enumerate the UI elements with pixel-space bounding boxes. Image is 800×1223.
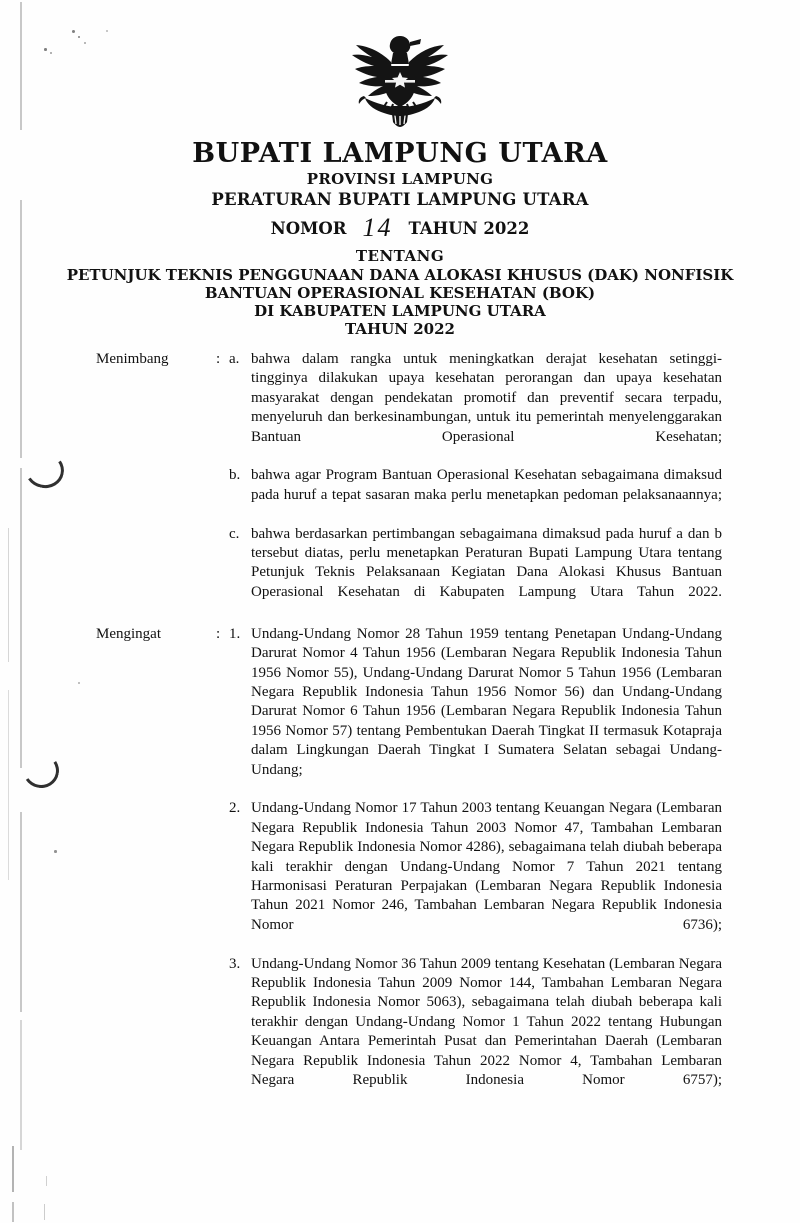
scan-artifact-line — [8, 690, 9, 880]
clause-item — [229, 799, 722, 954]
item-marker: a. — [229, 351, 240, 367]
regulation-number-value: 14 — [362, 213, 393, 242]
scan-artifact-line — [20, 812, 22, 1012]
about-label: TENTANG — [355, 247, 445, 265]
subject-line-3: DI KABUPATEN LAMPUNG UTARA — [254, 302, 546, 320]
item-text: bahwa agar Program Bantuan Operasional Kesehatan sebagaimana dimaksud pada huruf a tepat sasaran maka perlu menetapkan pedoman pelaksanaannya; — [251, 467, 722, 503]
clause-item — [229, 625, 722, 800]
clause-item — [229, 955, 722, 1110]
item-marker: 3. — [229, 955, 241, 972]
clause-items-mengingat — [229, 625, 722, 1110]
item-text: Undang-Undang Nomor 17 Tahun 2003 tentang Keuangan Negara (Lembaran Negara Republik Indonesia Tahun 2003 Nomor 47, Tambahan Lembaran Negara Republik Indonesia Nomor 4286), sebagaimana telah diubah beberapa kali terakhir dengan Undang-Undang Nomor 7 Tahun 2021 tentang Harmonisasi Peraturan Perpajakan (Lembaran Negara Republik Indonesia Tahun 2021 Nomor 246, Tambahan Lembaran Negara Republik Indonesia Nomor 6736); — [251, 800, 722, 933]
clause-label-mengingat: Mengingat — [96, 625, 161, 642]
binder-hole-mark — [22, 448, 68, 491]
item-text: bahwa berdasarkan pertimbangan sebagaimana dimaksud pada huruf a dan b tersebut diatas, perlu menetapkan Peraturan Bupati Lampung Utara tentang Petunjuk Teknis Pelaksanaan Kegiatan Dana Alokasi Khusus Bantuan Operasional Kesehatan di Kabupaten Lampung Utara Tahun 2022. — [251, 525, 722, 600]
clause-block-mengingat — [96, 625, 722, 1110]
scan-artifact-speck — [78, 682, 80, 684]
scan-artifact-line — [46, 1176, 47, 1186]
subject-line-1: PETUNJUK TEKNIS PENGGUNAAN DANA ALOKASI KHUSUS (DAK) NONFISIK — [66, 266, 734, 284]
item-marker: b. — [229, 467, 241, 484]
page-title: BUPATI LAMPUNG UTARA — [192, 138, 608, 169]
item-marker: c. — [229, 525, 240, 542]
nomor-prefix-label: NOMOR — [270, 219, 347, 238]
year-label: TAHUN 2022 — [408, 219, 530, 238]
scan-artifact-line — [8, 528, 9, 662]
item-text: Undang-Undang Nomor 28 Tahun 1959 tentang Penetapan Undang-Undang Darurat Nomor 4 Tahun 1956 (Lembaran Negara Republik Indonesia Tahun 1956 Nomor 55), Undang-Undang Darurat Nomor 5 Tahun 1956 (Lembaran Negara Republik Indonesia Tahun 1956 Nomor 56) dan Undang-Undang Darurat Nomor 6 Tahun 1956 (Lembaran Negara Republik Indonesia Tahun 1956 Nomor 57) tentang Pembentukan Daerah Tingkat II termasuk Kotapraja dalam Lingkungan Daerah Tingkat I Sumatera Selatan sebagai Undang-Undang; — [251, 625, 722, 778]
scan-artifact-line — [44, 1204, 45, 1220]
clause-container — [96, 350, 722, 1110]
scan-artifact-line — [20, 468, 22, 768]
item-marker: 1. — [229, 625, 241, 642]
scan-artifact-speck — [54, 850, 57, 853]
clause-colon-mengingat: : — [216, 625, 221, 642]
scan-artifact-line — [20, 1020, 22, 1150]
scan-artifact-line — [12, 1146, 14, 1192]
clause-item — [229, 525, 722, 622]
clause-colon-menimbang: : — [216, 351, 221, 367]
item-text: bahwa dalam rangka untuk meningkatkan derajat kesehatan setinggi-tingginya dilakukan upaya kesehatan perorangan dan upaya kesehatan masyarakat dengan pendekatan promotif dan preventif secara terpadu, menyeluruh dan berkesinambungan, untuk itu pemerintah menyelenggarakan Bantuan Operasional Kesehatan; — [251, 351, 722, 445]
regulation-type-label: PERATURAN BUPATI LAMPUNG UTARA — [211, 190, 589, 209]
garuda-pancasila-emblem — [0, 28, 800, 128]
subject-line-2: BANTUAN OPERASIONAL KESEHATAN (BOK) — [204, 284, 596, 302]
province-label: PROVINSI LAMPUNG — [306, 170, 494, 188]
clause-label-menimbang: Menimbang — [96, 351, 169, 367]
clause-item — [229, 466, 722, 524]
clause-block-menimbang — [96, 350, 722, 622]
subject-line-4: TAHUN 2022 — [345, 320, 455, 338]
item-marker: 2. — [229, 800, 241, 817]
clause-item — [229, 350, 722, 466]
item-text: Undang-Undang Nomor 36 Tahun 2009 tentang Kesehatan (Lembaran Negara Republik Indonesia Tahun 2009 Nomor 144, Tambahan Lembaran Negara Republik Indonesia Nomor 5063), sebagaimana telah diubah beberapa kali terakhir dengan Undang-Undang Nomor 1 Tahun 2022 tentang Hubungan Keuangan Antara Pemerintah Pusat dan Pemerintahan Daerah (Lembaran Negara Republik Indonesia Tahun 2022 Nomor 4, Tambahan Lembaran Negara Republik Indonesia Nomor 6757); — [251, 955, 722, 1089]
clause-items-menimbang — [229, 350, 722, 622]
scan-artifact-line — [12, 1202, 14, 1222]
binder-hole-mark — [20, 750, 62, 792]
regulation-number-line — [0, 211, 800, 241]
